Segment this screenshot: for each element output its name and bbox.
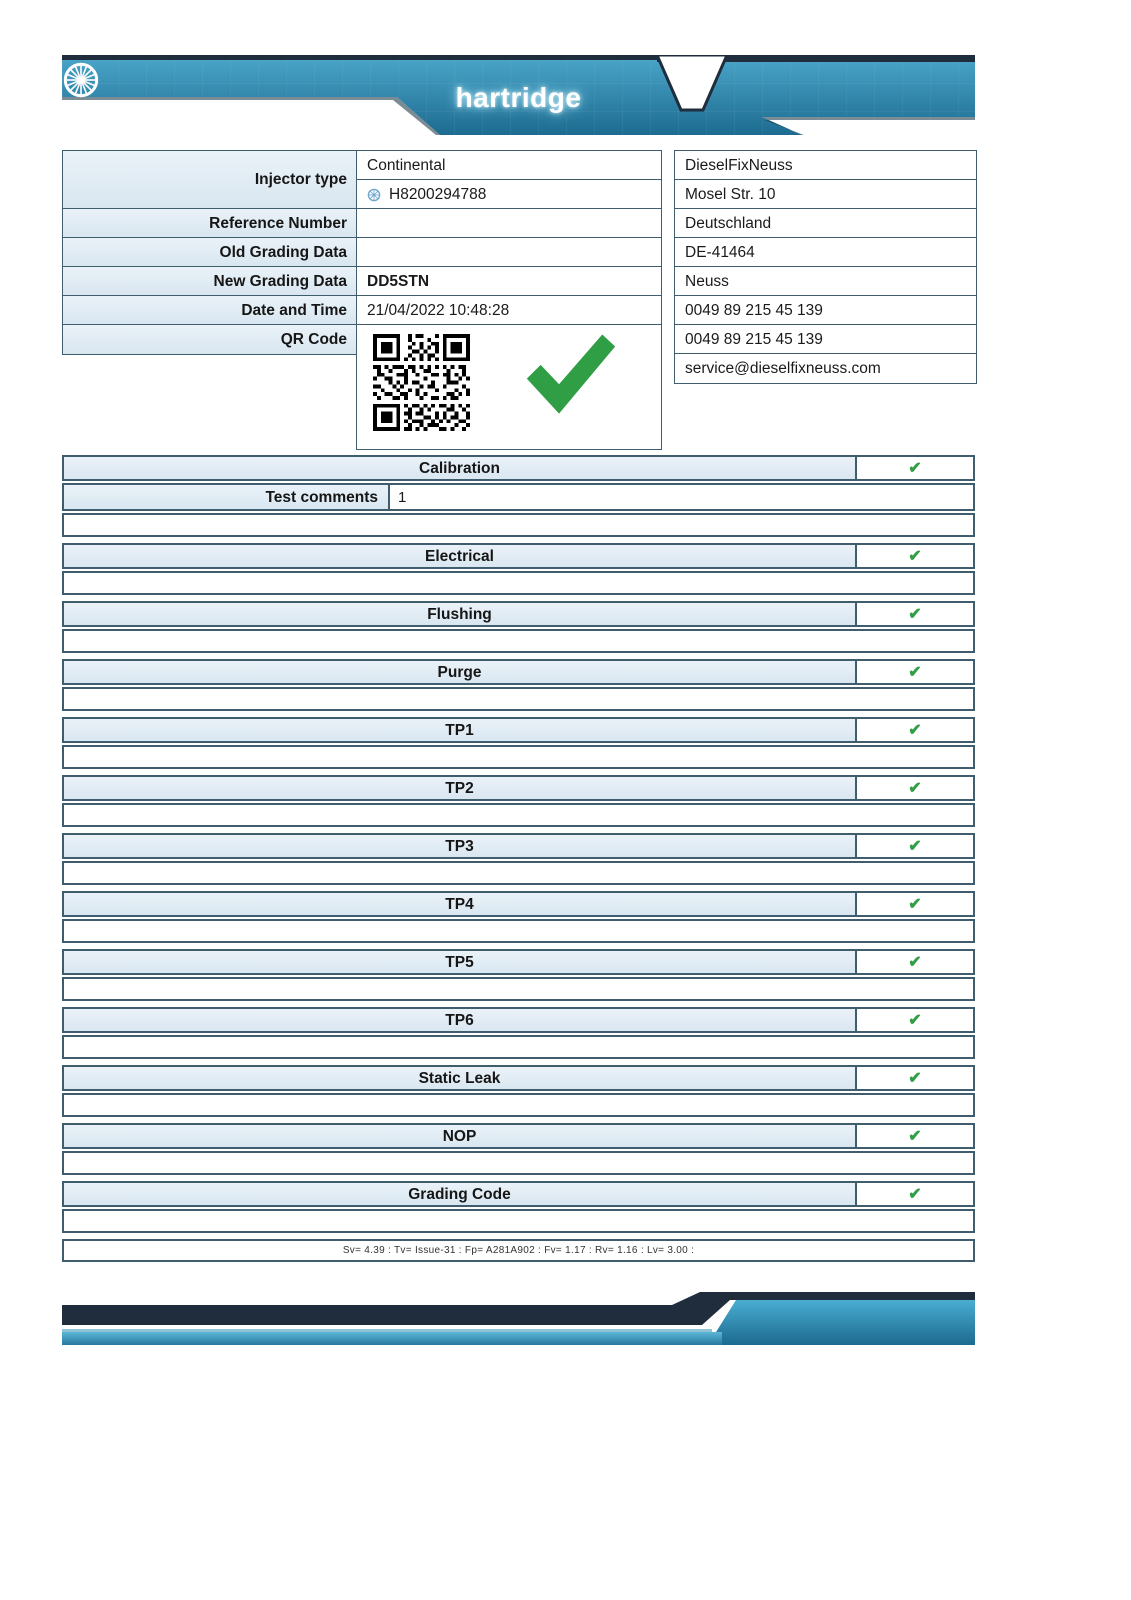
section-title: TP4 (62, 891, 857, 917)
section-title: TP6 (62, 1007, 857, 1033)
section-title: TP2 (62, 775, 857, 801)
section-tp4 (62, 891, 975, 943)
section-purge (62, 659, 975, 711)
check-icon: ✔ (908, 1070, 922, 1087)
check-icon: ✔ (908, 780, 922, 797)
section-calibration (62, 455, 975, 537)
address-line: 0049 89 215 45 139 (674, 295, 977, 326)
section-tp1 (62, 717, 975, 769)
section-tp6 (62, 1007, 975, 1059)
section-tp3 (62, 833, 975, 885)
old-grading-value (356, 237, 662, 268)
injector-serial-value: H8200294788 (389, 185, 487, 203)
section-title: Calibration (62, 455, 857, 481)
qr-code-image (373, 334, 470, 431)
qr-pass-check-icon (525, 333, 617, 417)
check-icon: ✔ (908, 838, 922, 855)
section-empty-row (62, 745, 975, 769)
section-empty-row (62, 977, 975, 1001)
brand-logo (62, 61, 975, 135)
reference-number-label: Reference Number (62, 208, 358, 239)
address-line: Deutschland (674, 208, 977, 239)
section-title: Grading Code (62, 1181, 857, 1207)
address-line: DE-41464 (674, 237, 977, 268)
section-empty-row (62, 1035, 975, 1059)
section-title: Purge (62, 659, 857, 685)
header-banner (62, 55, 975, 135)
injector-info-table (62, 150, 662, 450)
section-empty-row (62, 803, 975, 827)
section-empty-row (62, 571, 975, 595)
qr-code-label: QR Code (62, 324, 358, 355)
section-empty-row (62, 1209, 975, 1233)
section-nop (62, 1123, 975, 1175)
workshop-address-table (674, 150, 977, 386)
section-status-cell (855, 601, 975, 627)
section-title: TP1 (62, 717, 857, 743)
test-comments-value: 1 (388, 483, 975, 511)
section-title: Electrical (62, 543, 857, 569)
test-comments-label: Test comments (62, 483, 390, 511)
section-status-cell (855, 1181, 975, 1207)
check-icon: ✔ (908, 664, 922, 681)
footer-banner (62, 1292, 975, 1345)
check-icon: ✔ (908, 548, 922, 565)
new-grading-value: DD5STN (356, 266, 662, 297)
section-title: TP5 (62, 949, 857, 975)
check-icon: ✔ (908, 954, 922, 971)
section-title: NOP (62, 1123, 857, 1149)
injector-type-label: Injector type (62, 150, 358, 210)
check-icon: ✔ (908, 460, 922, 477)
check-icon: ✔ (908, 606, 922, 623)
section-status-cell (855, 543, 975, 569)
section-title: Static Leak (62, 1065, 857, 1091)
injector-serial-cell (356, 179, 662, 210)
qr-code-cell (356, 324, 662, 450)
check-icon: ✔ (908, 1128, 922, 1145)
section-empty-row (62, 629, 975, 653)
section-empty-row (62, 687, 975, 711)
check-icon: ✔ (908, 896, 922, 913)
section-status-cell (855, 659, 975, 685)
section-empty-row (62, 1151, 975, 1175)
test-comments-row (62, 483, 975, 511)
test-sections (62, 455, 975, 1262)
section-status-cell (855, 775, 975, 801)
section-grading-code (62, 1181, 975, 1233)
address-line: service@dieselfixneuss.com (674, 353, 977, 384)
section-status-cell (855, 833, 975, 859)
version-line: Sv= 4.39 : Tv= Issue-31 : Fp= A281A902 : Fv= 1.17 : Rv= 1.16 : Lv= 3.00 : (62, 1239, 975, 1262)
reference-number-value (356, 208, 662, 239)
date-time-value: 21/04/2022 10:48:28 (356, 295, 662, 326)
address-line: DieselFixNeuss (674, 150, 977, 181)
section-empty-row (62, 861, 975, 885)
section-status-cell (855, 455, 975, 481)
section-static-leak (62, 1065, 975, 1117)
section-status-cell (855, 949, 975, 975)
section-tp2 (62, 775, 975, 827)
injector-make-value: Continental (356, 150, 662, 181)
section-status-cell (855, 717, 975, 743)
address-line: Mosel Str. 10 (674, 179, 977, 210)
date-time-label: Date and Time (62, 295, 358, 326)
section-empty-row (62, 513, 975, 537)
section-status-cell (855, 1123, 975, 1149)
section-tp5 (62, 949, 975, 1001)
new-grading-label: New Grading Data (62, 266, 358, 297)
section-electrical (62, 543, 975, 595)
section-status-cell (855, 1007, 975, 1033)
section-title: TP3 (62, 833, 857, 859)
qr-code (373, 334, 470, 431)
brand-text: hartridge (455, 82, 582, 113)
section-status-cell (855, 1065, 975, 1091)
check-icon: ✔ (908, 1186, 922, 1203)
check-icon: ✔ (908, 722, 922, 739)
footer-banner-art (62, 1292, 975, 1345)
section-empty-row (62, 919, 975, 943)
small-wheel-icon (367, 188, 381, 202)
address-line: 0049 89 215 45 139 (674, 324, 977, 355)
hartridge-wheel-icon (62, 61, 100, 99)
section-empty-row (62, 1093, 975, 1117)
section-status-cell (855, 891, 975, 917)
section-title: Flushing (62, 601, 857, 627)
old-grading-label: Old Grading Data (62, 237, 358, 268)
check-icon: ✔ (908, 1012, 922, 1029)
section-flushing (62, 601, 975, 653)
address-line: Neuss (674, 266, 977, 297)
